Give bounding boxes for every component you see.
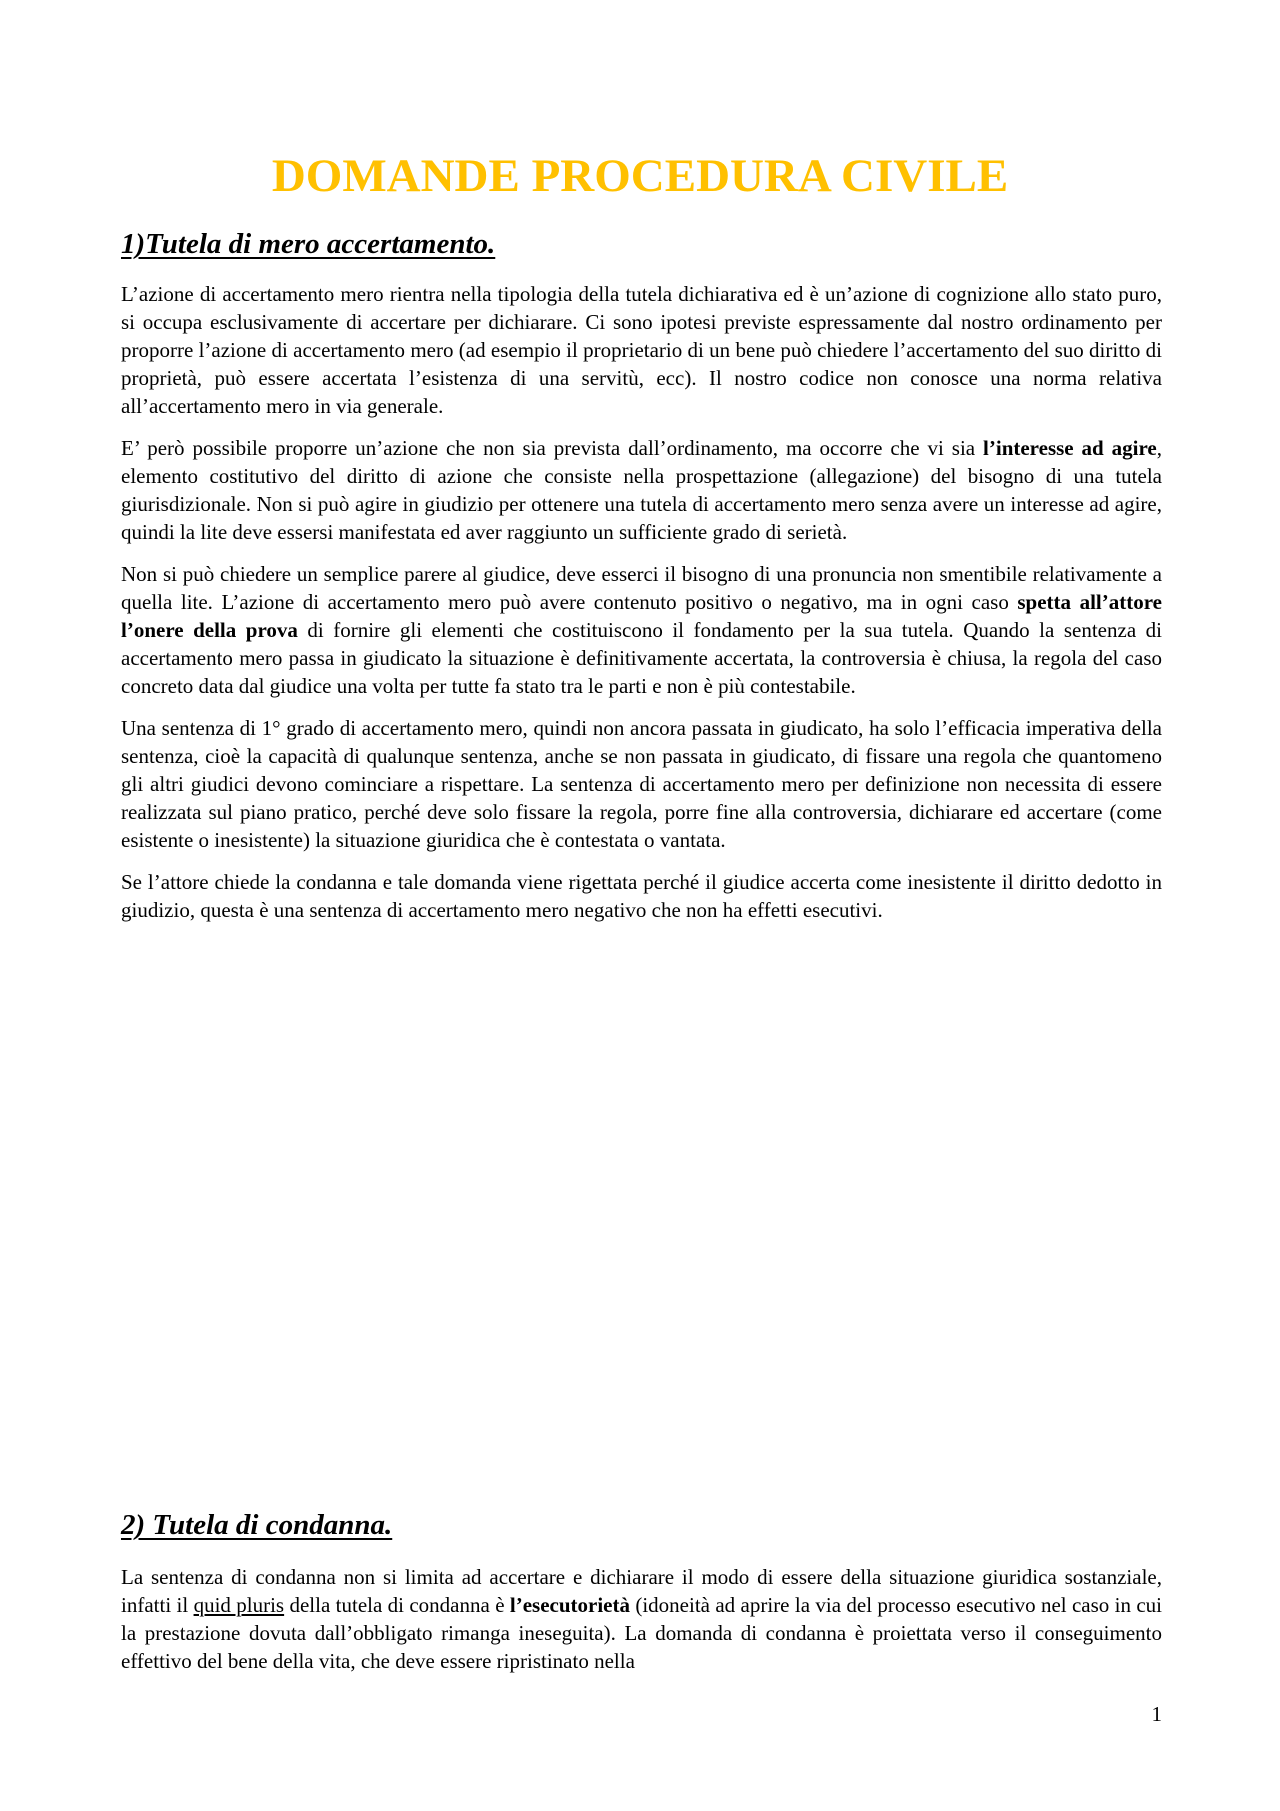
paragraph [121,560,1162,700]
paragraph: Se l’attore chiede la condanna e tale domanda viene rigettata perché il giudice accerta come inesistente il diritto dedotto in giudizio, questa è una sentenza di accertamento mero negativo che non ha effetti esecutivi. [121,870,1162,922]
paragraph [121,434,1162,546]
bold-term: l’esecutorietà [509,1593,630,1617]
page-number: 1 [1151,1702,1162,1726]
document-title: DOMANDE PROCEDURA CIVILE [271,150,1009,202]
bold-term: spetta all’attore l’onere della prova [121,590,1162,642]
text-run: (idoneità ad aprire la via del processo esecutivo nel caso in cui la prestazione dovuta dall’obbligato rimanga ineseguita). La domanda di condanna è proiettata verso il conseguimento effettivo del bene della vita, che deve essere ripristinato nella [121,1593,1162,1673]
paragraph [121,1563,1162,1675]
paragraph: Una sentenza di 1° grado di accertamento mero, quindi non ancora passata in giudicato, ha solo l’efficacia imperativa della sentenza, cioè la capacità di qualunque sentenza, anche se non passata in giudicato, di fissare una regola che quantomeno gli altri giudici devono cominciare a rispettare. La sentenza di accertamento mero per definizione non necessita di essere realizzata sul piano pratico, perché deve solo fissare la regola, porre fine alla controversia, dichiarare ed accertare (come esistente o inesistente) la situazione giuridica che è contestata o vantata. [121,716,1162,852]
text-run: La sentenza di condanna non si limita ad accertare e dichiarare il modo di essere della situazione giuridica sostanziale, infatti il [121,1565,1162,1617]
text-run: Non si può chiedere un semplice parere al giudice, deve esserci il bisogno di una pronuncia non smentibile relativamente a quella lite. L’azione di accertamento mero può avere contenuto positivo o negativo, ma in ogni caso [121,562,1162,614]
paragraph: L’azione di accertamento mero rientra nella tipologia della tutela dichiarativa ed è un’azione di cognizione allo stato puro, si occupa esclusivamente di accertare per dichiarare. Ci sono ipotesi previste espressamente dal nostro ordinamento per proporre l’azione di accertamento mero (ad esempio il proprietario di un bene può chiedere l’accertamento del suo diritto di proprietà, può essere accertata l’esistenza di una servitù, ecc). Il nostro codice non conosce una norma relativa all’accertamento mero in via generale. [121,282,1162,418]
text-run: E’ però possibile proporre un’azione che non sia prevista dall’ordinamento, ma occorre che vi sia [121,436,984,460]
section-body-mero-accertamento [121,280,1162,938]
text-run: di fornire gli elementi che costituiscono il fondamento per la sua tutela. Quando la sentenza di accertamento mero passa in giudicato la situazione è definitivamente accertata, la controversia è chiusa, la regola del caso concreto data dal giudice una volta per tutte fa stato tra le parti e non è più contestabile. [121,618,1162,698]
text-run: della tutela di condanna è [284,1593,510,1617]
section-heading-condanna: 2) Tutela di condanna. [121,1509,393,1541]
bold-term: l’interesse ad agire [983,436,1157,460]
section-heading-mero-accertamento: 1)Tutela di mero accertamento. [121,228,496,260]
section-body-condanna [121,1563,1162,1675]
underlined-term: quid pluris [193,1593,285,1617]
text-run: , elemento costitutivo del diritto di azione che consiste nella prospettazione (allegazione) del bisogno di una tutela giurisdizionale. Non si può agire in giudizio per ottenere una tutela di accertamento mero senza avere un interesse ad agire, quindi la lite deve essersi manifestata ed aver raggiunto un sufficiente grado di serietà. [121,436,1163,544]
